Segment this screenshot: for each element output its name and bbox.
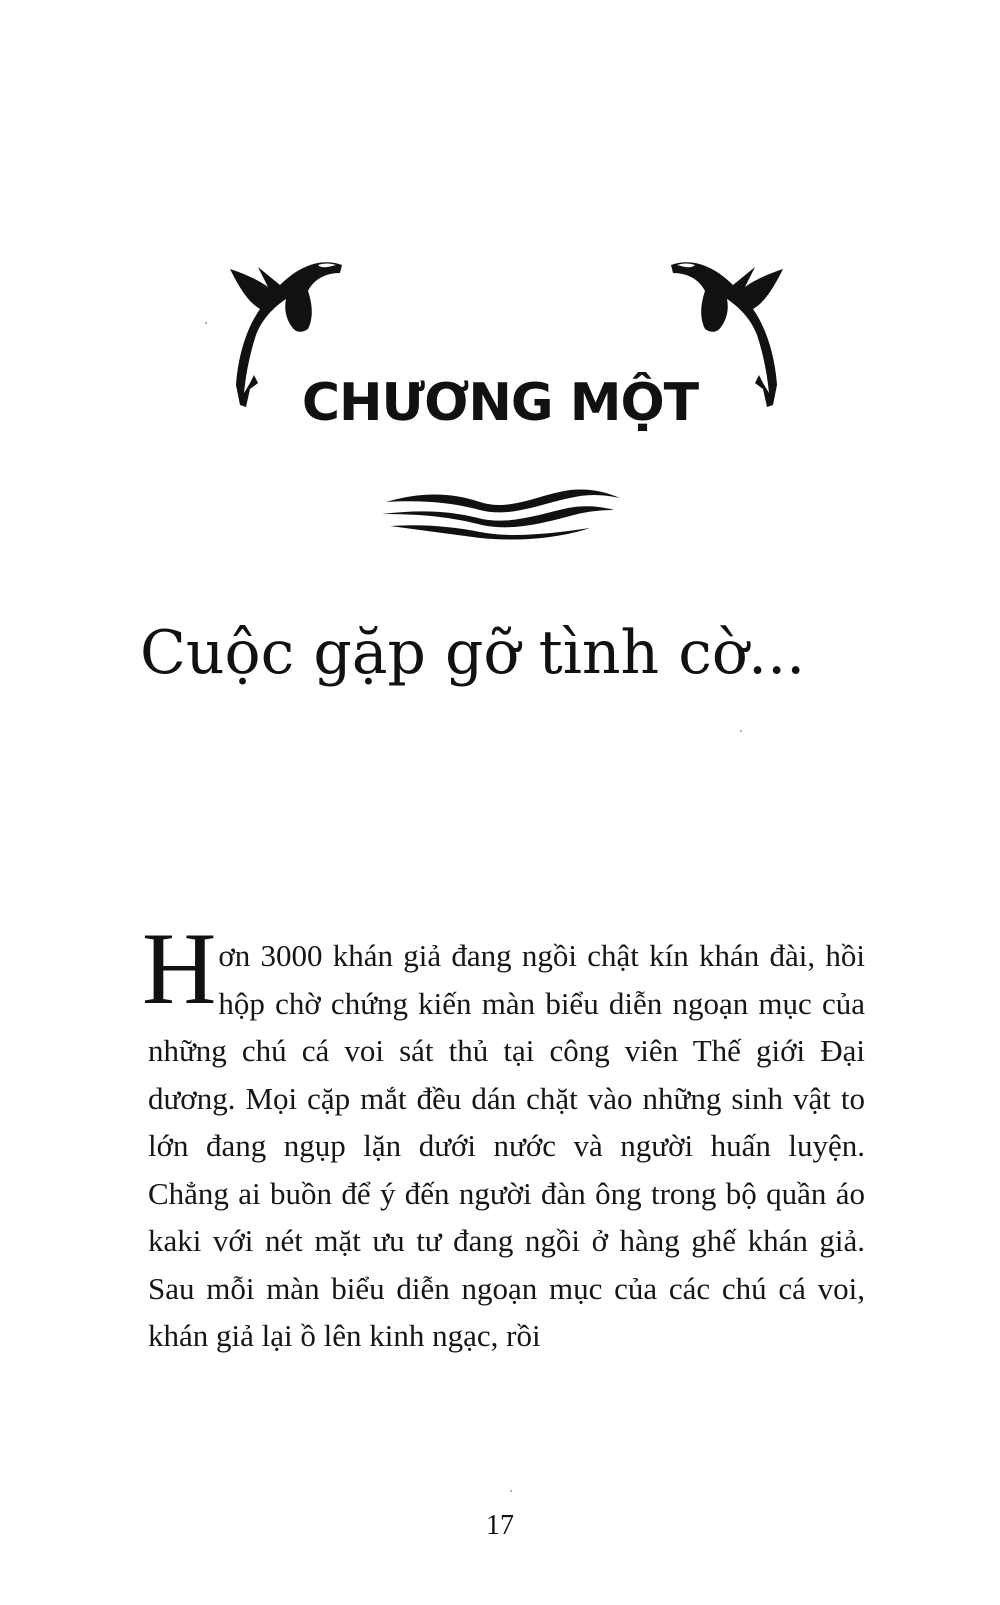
print-speck	[740, 730, 742, 732]
page-number: 17	[486, 1510, 514, 1541]
chapter-header	[0, 255, 1000, 455]
body-paragraph	[142, 912, 865, 1360]
waves-icon	[380, 488, 630, 540]
print-speck	[510, 1490, 512, 1492]
paragraph-text: ơn 3000 khán giả đang ngồi chật kín khán đài, hồi hộp chờ chứng kiến màn biểu diễn ngoạn mục của những chú cá voi sát thủ tại công viên Thế giới Đại dương. Mọi cặp mắt đều dán chặt vào những sinh vật to lớn đang ngụp lặn dưới nước và người huấn luyện. Chẳng ai buồn để ý đến người đàn ông trong bộ quần áo kaki với nét mặt ưu tư đang ngồi ở hàng ghế khán giả. Sau mỗi màn biểu diễn ngoạn mục của các chú cá voi, khán giả lại ồ lên kinh ngạc, rồi	[148, 938, 865, 1353]
print-speck	[205, 322, 207, 324]
chapter-title: Cuộc gặp gỡ tình cờ...	[140, 618, 806, 688]
orca-right-icon	[650, 257, 785, 417]
chapter-label: CHƯƠNG MỘT	[301, 373, 699, 433]
drop-cap: H	[142, 912, 217, 1026]
